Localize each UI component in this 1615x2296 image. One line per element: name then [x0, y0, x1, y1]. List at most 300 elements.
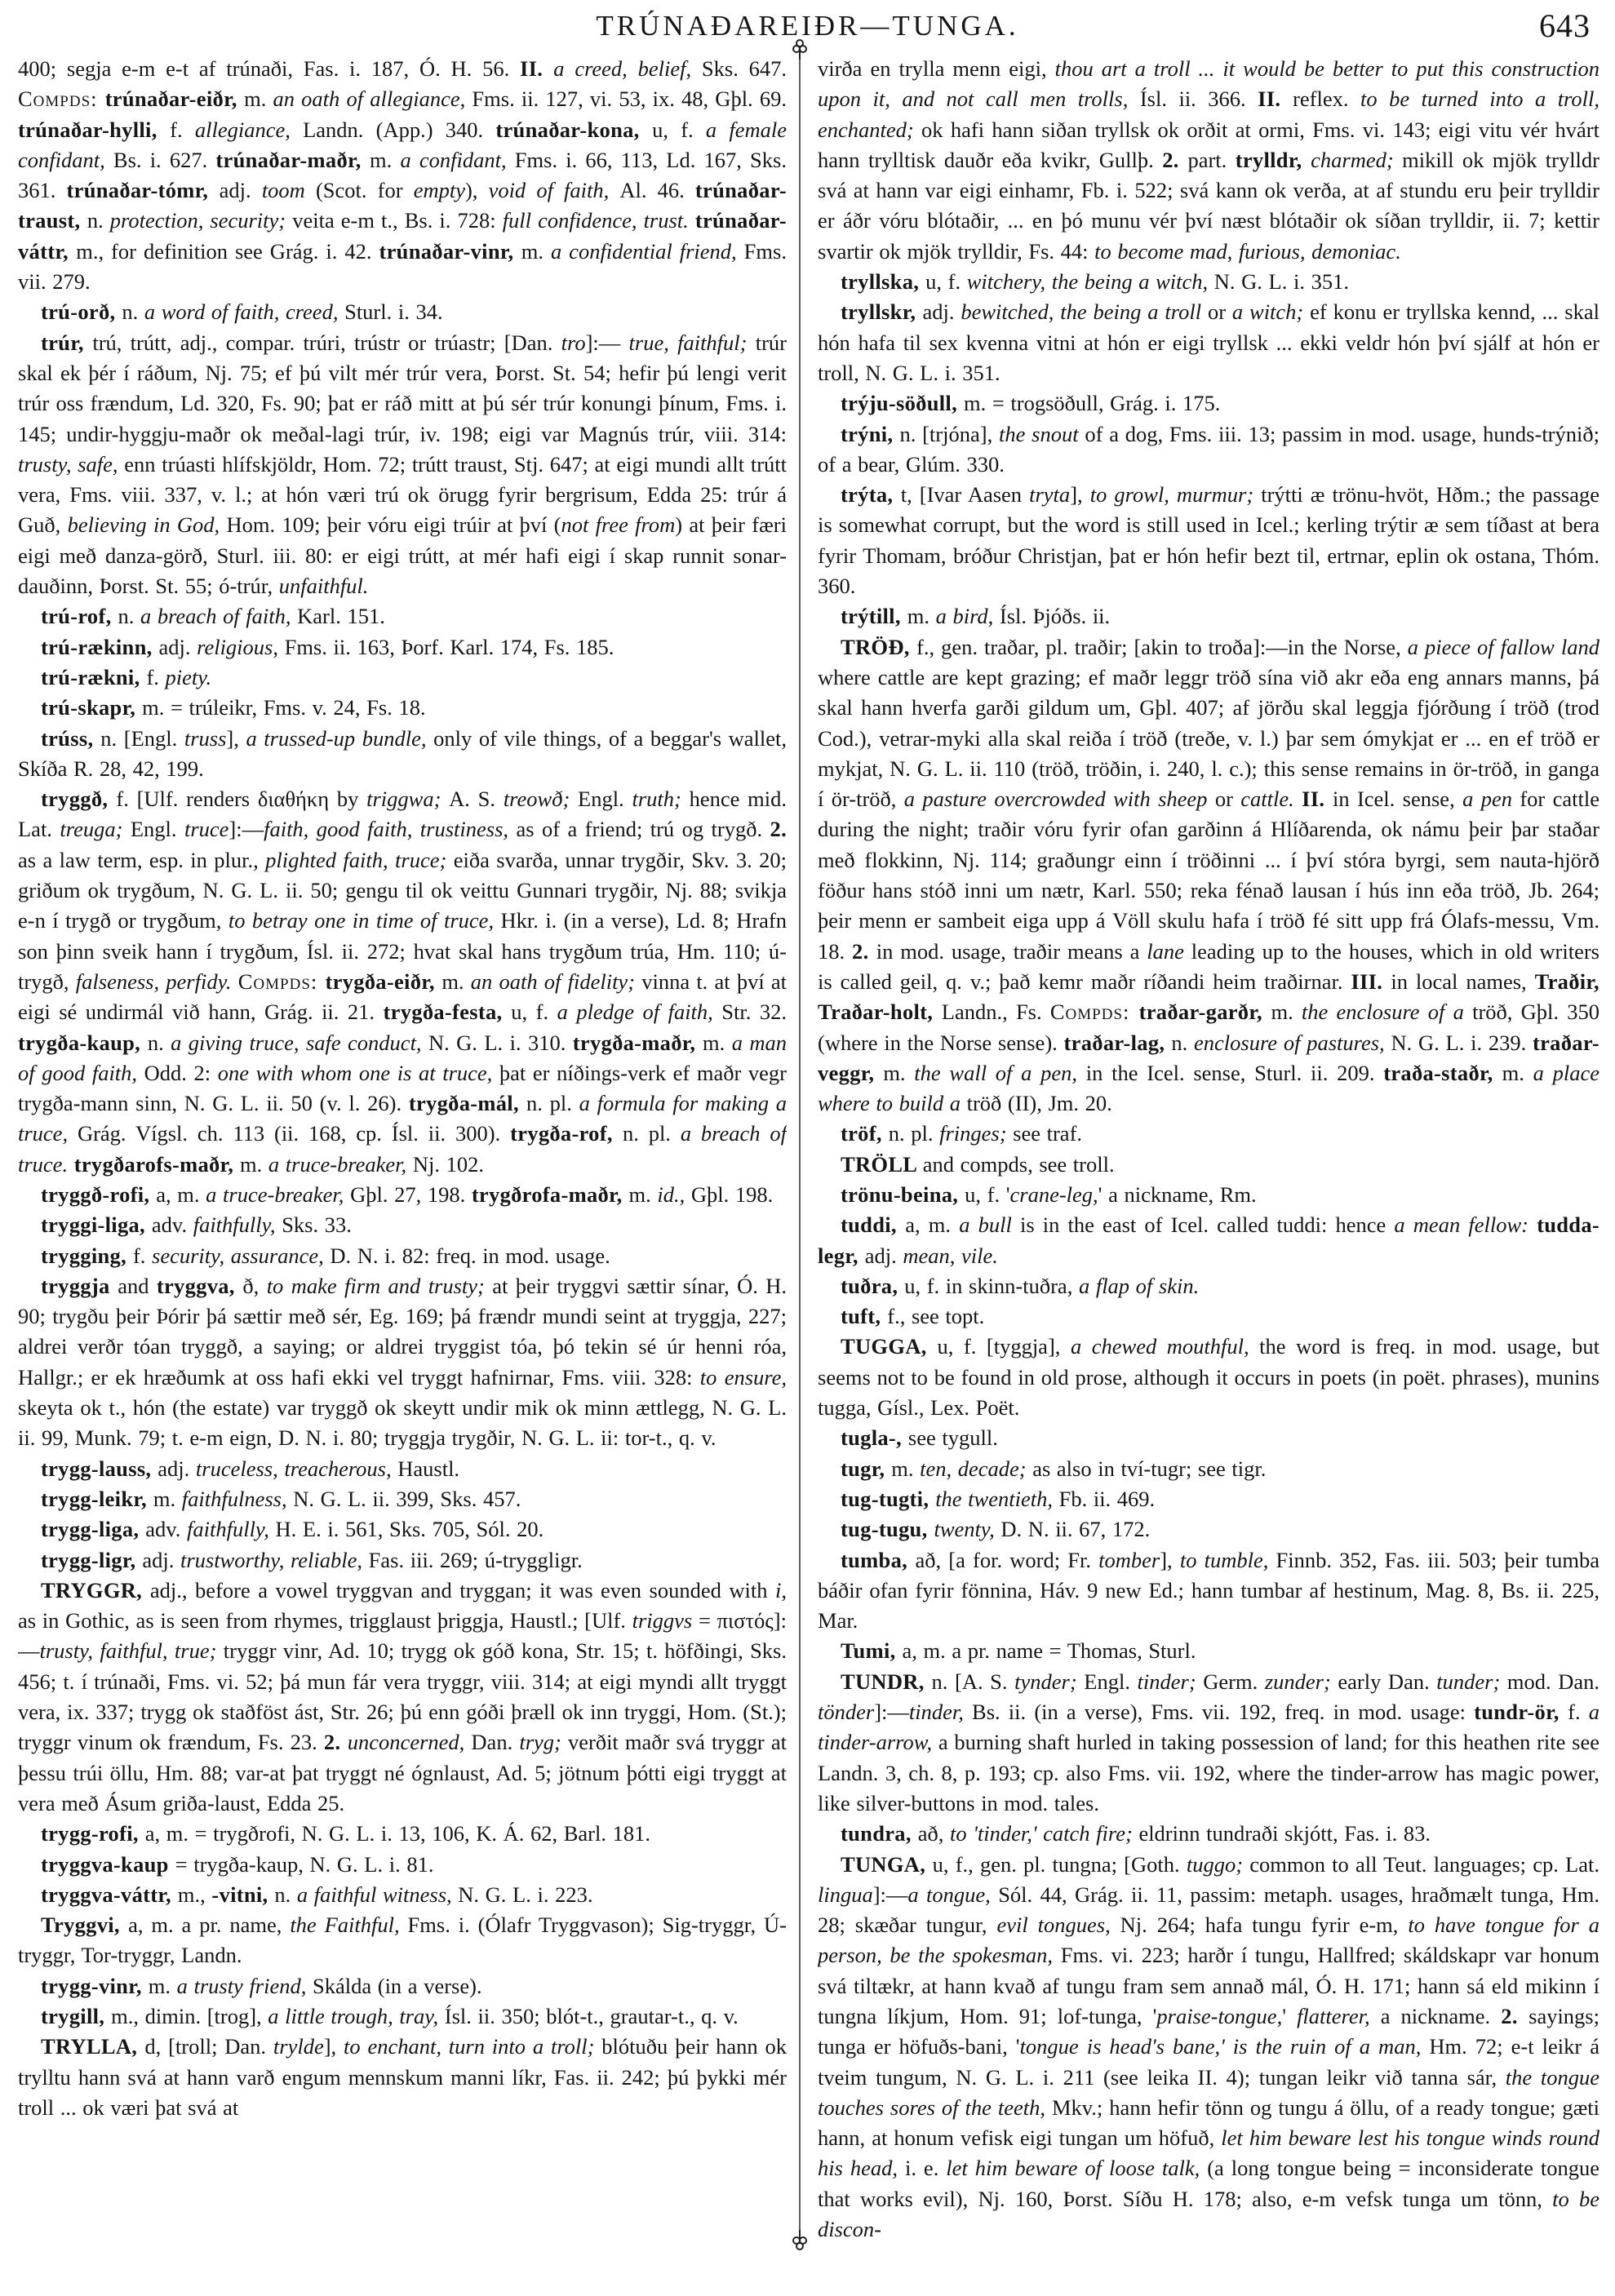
headword: trúnaðar-tómr, — [66, 178, 220, 203]
headword: Tumi, — [841, 1638, 903, 1664]
text-run: 400; segja e-m e-t af trúnaði, Fas. i. 187, Ó. H. 56. — [18, 56, 521, 81]
text-run: n. — [118, 604, 140, 629]
headword: tryggð-rofi, — [41, 1181, 157, 1207]
dictionary-entry — [18, 54, 787, 297]
text-run: ], — [1160, 1547, 1180, 1572]
gloss: a breach of faith, — [140, 604, 298, 629]
text-run: Fms. vii. 279. — [18, 238, 787, 295]
headword: trygg-leikr, — [41, 1486, 153, 1511]
gloss: truss — [184, 725, 227, 751]
text-run: Ísl. ii. 350; blót-t., grautar-t., q. v. — [444, 2004, 739, 2028]
gloss: a tongue, — [907, 1882, 999, 1907]
text-run: leading up to the houses, which in old writers is called geil, q. v.; það kemr maðr ríðandi heim traðirnar. — [818, 938, 1599, 994]
headword: tryggi-liga, — [41, 1212, 152, 1238]
text-run: u, f. ' — [965, 1181, 1010, 1207]
text-run: f. — [1568, 1700, 1589, 1725]
text-run: m. — [628, 1181, 658, 1207]
gloss: truceless, treacherous, — [195, 1456, 398, 1481]
headword: -vitni, — [211, 1882, 275, 1907]
headword: tuðra, — [841, 1273, 905, 1298]
dictionary-entry — [818, 297, 1599, 388]
gloss: a pasture overcrowded with sheep — [903, 787, 1215, 812]
gloss: a creed, belief, — [553, 56, 702, 81]
text-run: Fb. ii. 469. — [1058, 1486, 1156, 1511]
gloss: zunder; — [1264, 1669, 1338, 1694]
text-run: n. — [274, 1882, 297, 1907]
text-run: Ísl. Þjóðs. ii. — [999, 604, 1111, 629]
gloss: triggvs — [632, 1608, 699, 1633]
text-run: Grág. Vígsl. ch. 113 (ii. 168, cp. Ísl. ii. 300). — [77, 1121, 511, 1146]
text-run: Ísl. ii. 366. — [1139, 86, 1258, 112]
text-run: Sturl. i. 34. — [344, 299, 443, 325]
headword: trygg-vinr, — [41, 1973, 149, 1998]
gloss: tinder; — [1137, 1669, 1204, 1694]
text-run: Sks. 33. — [282, 1212, 352, 1238]
gloss: to 'tinder,' catch fire; — [949, 1821, 1139, 1846]
text-run: D. N. ii. 67, 172. — [1001, 1517, 1151, 1542]
gloss: a giving truce, safe conduct, — [171, 1030, 428, 1055]
text-run: mod. Dan. — [1506, 1669, 1599, 1694]
dictionary-entry — [818, 1454, 1599, 1484]
text-run: a, m. = trygðrofi, N. G. L. i. 13, 106, K. Á. 62, Barl. 181. — [144, 1821, 650, 1846]
headword: trygðrofa-maðr, — [471, 1181, 629, 1207]
headword: trýju-söðull, — [841, 391, 964, 416]
headword: tug-tugti, — [841, 1486, 936, 1511]
text-run: m. — [148, 1973, 177, 1998]
gloss: tynder; — [1014, 1669, 1085, 1694]
gloss: a tinder-arrow, — [818, 1700, 1599, 1755]
headword: III. — [1351, 968, 1391, 994]
text-run: u, f. [tyggja], — [937, 1334, 1071, 1359]
text-run: D. N. i. 82: freq. in mod. usage. — [330, 1243, 610, 1268]
text-run: N. G. L. i. 223. — [458, 1882, 593, 1907]
gloss: empty — [413, 178, 465, 203]
gloss: id., — [657, 1181, 691, 1207]
headword: tug-tugu, — [841, 1517, 934, 1542]
text-run: for cattle during the night; traðir vóru fyrir ofan garðinn á Hlíðarenda, ok námu þeir þar staðar með flokkinn, Nj. 114; graðungr einn í tröðinni ... í því stóra byrgi, sem nauta-hjörð föður hans stóð inni um nætr, Karl. 550; reka fénað lausan í hús inn eða tröð, Jb. 264; þeir menn er sambeit eiga upp á Völl skulu hafa í tröð fé sitt upp frá Ólafs-messu, Vm. 18. — [818, 787, 1599, 964]
text-run: n. — [122, 299, 144, 325]
text-run: m. — [521, 238, 551, 264]
dictionary-entry — [818, 1484, 1599, 1514]
text-run: adj. — [219, 178, 262, 203]
dictionary-entry — [818, 1850, 1599, 2245]
text-run: m. = trúleikr, Fms. v. 24, Fs. 18. — [142, 695, 426, 720]
text-run: u, f. — [925, 269, 967, 295]
text-run: blótuðu þeir hann ok trylltu hann svá at hann varð engum mennskum manni líkr, Fas. ii. 242; þú þykki mér troll ... ok væri þat svá at — [18, 2034, 787, 2120]
dictionary-entry — [818, 1180, 1599, 1210]
dictionary-entry — [18, 1514, 787, 1545]
gloss: cattle. — [1240, 787, 1302, 812]
gloss: to be turned into a troll, enchanted; — [818, 86, 1599, 142]
headword: II. — [1258, 86, 1293, 112]
gloss: to have tongue for a person, be the spokesman, — [818, 1913, 1599, 1968]
dictionary-entry — [18, 693, 787, 723]
text-run: ]:— — [585, 330, 629, 355]
dictionary-entry — [818, 1150, 1599, 1180]
text-run: or — [1207, 299, 1232, 325]
dictionary-entry — [18, 1454, 787, 1484]
gloss: falseness, perfidy. — [75, 968, 238, 994]
text-run: Odd. 2: — [144, 1060, 218, 1085]
headword: tuddi, — [841, 1212, 906, 1238]
text-run: n. — [147, 1030, 171, 1055]
text-run: Nj. 102. — [412, 1151, 484, 1177]
headword: trú-rækni, — [41, 664, 147, 689]
dictionary-entry — [18, 632, 787, 663]
running-head: TRÚNAÐAREIÐR—TUNGA. — [596, 10, 1019, 42]
text-run: f., see topt. — [887, 1304, 985, 1329]
gloss: unfaithful. — [278, 574, 369, 599]
compds-label: Compds: — [18, 86, 105, 112]
headword: 2. — [1162, 147, 1188, 172]
headword: TUNGA, — [841, 1851, 933, 1877]
gloss: tunder; — [1436, 1669, 1507, 1694]
text-run: f. — [132, 1243, 153, 1268]
headword: TRYLLA, — [41, 2034, 145, 2059]
gloss: trusty, faithful, true; — [39, 1638, 224, 1664]
text-run: in Icel. sense, — [1332, 787, 1463, 812]
text-run: a burning shaft hurled in taking possession of land; for this heathen rite see Landn. 3, ch. 8, p. 193; cp. also Fms. vii. 192, where the tinder-arrow has magic power, like silver-buttons in mod. tales. — [818, 1730, 1599, 1815]
text-run: in mod. usage, traðir means a — [876, 938, 1147, 964]
text-run: f. — [170, 117, 195, 142]
gloss: trylde — [273, 2034, 324, 2059]
gloss: the Faithful, — [290, 1913, 408, 1938]
headword: trygging, — [41, 1243, 133, 1268]
text-run: Finnb. 352, Fas. iii. 503; þeir tumba báðir ofan fyrir fönnina, Háv. 9 new Ed.; hann tumbar af hestinum, Mag. 8, Bs. ii. 225, Mar. — [818, 1547, 1599, 1633]
headword: trygða-festa, — [383, 1000, 512, 1025]
text-run: m. — [441, 968, 471, 994]
text-run: Engl. — [130, 817, 184, 842]
dictionary-entry — [818, 267, 1599, 297]
text-run: m. — [370, 147, 401, 172]
gloss: truce — [184, 817, 229, 842]
headword: trúnaðar-vinr, — [379, 238, 521, 264]
text-run: as of a friend; trú og trygð. — [516, 817, 770, 842]
text-run: n. — [1171, 1030, 1195, 1055]
headword: trú-orð, — [41, 299, 122, 325]
gloss: trusty, safe, — [18, 451, 125, 476]
text-run: ]:— — [874, 1700, 909, 1725]
text-run: m. — [883, 1060, 915, 1085]
text-run: adj. — [158, 634, 197, 659]
gloss: a pledge of faith, — [557, 1000, 722, 1025]
gloss: to make firm and trusty; — [266, 1273, 493, 1298]
text-run: ð, — [242, 1273, 267, 1298]
text-run: u, f. — [652, 117, 706, 142]
gloss: religious, — [197, 634, 285, 659]
text-run: Fms. i. (Ólafr Tryggvason); Sig-tryggr, Ú-tryggr, Tor-tryggr, Landn. — [18, 1913, 787, 1968]
headword: 2. — [1501, 2004, 1529, 2028]
text-run: skeyta ok t., hón (the estate) var tryggð ok skeytt undir mik ok minn ættlegg, N. G. L. ii. 99, Munk. 79; t. e-m eign, D. N. i. 80; tryggja trygðir, N. G. L. ii: tor-t., q. v. — [18, 1395, 787, 1451]
text-run: a, m. — [905, 1212, 960, 1238]
gloss: full confidence, trust. — [502, 208, 695, 233]
text-run: ef konu er tryllska kennd, ... skal hón hafa til sex kvenna vitni at hón er eigi tryllsk ... ekki veldr hón því sjálf at hón er troll, N. G. L. i. 351. — [818, 299, 1599, 385]
headword: tugla-, — [841, 1425, 908, 1451]
dictionary-entry — [818, 601, 1599, 632]
headword: 2. — [852, 938, 876, 964]
gloss: a breach of truce. — [18, 1121, 787, 1177]
headword: TRYGGR, — [41, 1577, 150, 1602]
text-run: adv. — [145, 1517, 188, 1542]
headword: 2. — [323, 1730, 348, 1755]
text-run: m. — [244, 86, 273, 112]
gloss: tryg; — [519, 1730, 568, 1755]
dictionary-entry — [818, 1819, 1599, 1849]
headword: TUNDR, — [841, 1669, 932, 1694]
text-run: eldrinn tundraði skjótt, Fas. i. 83. — [1138, 1821, 1431, 1846]
text-run: ) at þeir færi eigi með danza-görð, Sturl. iii. 80: er eigi trútt, at mér hafi eigi í skap runnit sonar-dauðinn, Þorst. St. 55; ó-trúr, — [18, 512, 787, 599]
text-run: Karl. 151. — [297, 604, 385, 629]
gloss: allegiance, — [194, 117, 304, 142]
gloss: a witch; — [1231, 299, 1311, 325]
text-run: at þeir tryggvi sættir sínar, Ó. H. 90; trygðu þeir Þórir þá sættir með sér, Eg. 169; þá frændr mundi seint at tryggja, 227; aldrei verðr tóan tryggð, a saying; or aldrei tryggist tóa, þó tekin sé úr henni róa, Hallgr.; er ek hræðumk at oss hafi ekki vel tryggt hafnirnar, Fms. viii. 328: — [18, 1273, 787, 1390]
gloss: to be discon- — [818, 2186, 1599, 2242]
dictionary-entry — [818, 419, 1599, 481]
gloss: a little trough, tray, — [268, 2004, 445, 2028]
text-run: ], — [226, 725, 246, 751]
text-run: Dan. — [471, 1730, 520, 1755]
text-run: or — [1214, 787, 1241, 812]
text-run: m., for definition see Grág. i. 42. — [76, 238, 379, 264]
headword: trú-rof, — [41, 604, 118, 629]
gloss: let him beware of loose talk, — [946, 2156, 1208, 2181]
text-run: Al. 46. — [619, 178, 695, 203]
headword: trönu-beina, — [841, 1181, 965, 1207]
headword: trúr, — [41, 330, 93, 355]
gloss: unconcerned, — [347, 1730, 472, 1755]
text-run: ]:— — [228, 817, 264, 842]
dictionary-entry — [18, 1545, 787, 1576]
text-run: where cattle are kept grazing; ef maðr leggr tröð sína við akr eða eng annars manns, þá skal hann hverfa garði gildum um, Gþl. 407; af jörðu skal leggja fjórðung í tröð (trod Cod.), vetrar-myki alla skal reiða í tröð (treðe, v. l.) þar sem ómykjat er ... en ef tröð er mykjat, N. G. L. ii. 110 (tröð, tröðin, i. 240, l. c.); this sense remains in ör-tröð, in ganga í ör-tröð, — [818, 664, 1599, 812]
text-run: see tygull. — [907, 1425, 998, 1451]
text-run: hence mid. Lat. — [18, 787, 787, 842]
text-run: t, [Ivar Aasen — [900, 482, 1030, 508]
gloss: let him beware lest his tongue winds round his head, — [818, 2125, 1599, 2181]
text-run: Fms. ii. 127, vi. 53, ix. 48, Gþl. 69. — [472, 86, 787, 112]
headword: tryllskr, — [841, 299, 923, 325]
headword: tuft, — [841, 1304, 888, 1329]
headword: trygg-rofi, — [41, 1821, 145, 1846]
gloss: i, — [775, 1577, 787, 1602]
text-run: as in Gothic, as is seen from rhymes, trigglaust þriggja, Haustl.; [Ulf. — [18, 1608, 632, 1633]
text-run: Haustl. — [397, 1456, 460, 1481]
text-run: N. G. L. i. 239. — [1391, 1030, 1533, 1055]
page-number: 643 — [1539, 7, 1591, 44]
gloss: a word of faith, creed, — [144, 299, 345, 325]
gloss: witchery, the being a witch, — [966, 269, 1214, 295]
gloss: the wall of a pen, — [914, 1060, 1086, 1085]
text-run: Hom. 109; þeir vóru eigi trúir at því ( — [226, 512, 561, 538]
text-run: m. — [907, 604, 936, 629]
headword: trú-skapr, — [41, 695, 143, 720]
gloss: the snout — [998, 421, 1085, 446]
text-run: adj., before a vowel tryggvan and tryggan; it was even sounded with — [149, 1577, 776, 1602]
headword: II. — [1302, 787, 1333, 812]
text-run: Str. 32. — [721, 1000, 787, 1025]
headword: tudda-legr, — [818, 1212, 1599, 1268]
text-run: m. — [1271, 1000, 1302, 1025]
gloss: flatterer, — [1297, 2004, 1381, 2028]
gloss: a bird, — [935, 604, 1000, 629]
headword: trylldr, — [1235, 147, 1311, 172]
dictionary-entry — [818, 1514, 1599, 1545]
compds-label: Compds: — [1049, 1000, 1139, 1025]
gloss: treuga; — [60, 817, 131, 842]
headword: trygill, — [41, 2004, 112, 2028]
headword: trúss, — [41, 725, 101, 751]
headword: trúnaðar-kona, — [495, 117, 653, 142]
text-run: f., gen. traðar, pl. traðir; [akin to troða]:—in the Norse, — [916, 634, 1408, 659]
text-run: adj. — [142, 1547, 180, 1572]
text-run: m. — [153, 1486, 182, 1511]
text-run: a nickname. — [1380, 2004, 1502, 2028]
text-run: Mkv.; hann hefir tönn og tungu á öllu, of a ready tongue; gæti hann, at honum vefisk eigi tungan um höfuð, — [818, 2094, 1599, 2151]
gloss: a truce-breaker, — [206, 1181, 351, 1207]
dictionary-entry — [818, 54, 1599, 267]
gloss: faithfully, — [187, 1517, 276, 1542]
dictionary-entry — [18, 1910, 787, 1971]
gloss: to enchant, turn into a troll; — [344, 2034, 602, 2059]
headword: tryggva-váttr, — [41, 1882, 178, 1907]
text-run: early Dan. — [1338, 1669, 1437, 1694]
gloss: to growl, murmur; — [1089, 482, 1262, 508]
gloss: to become mad, furious, demoniac. — [1094, 238, 1401, 264]
gloss: plighted faith, truce; — [265, 847, 454, 872]
text-run: reflex. — [1293, 86, 1360, 112]
headword: TRÖLL — [841, 1151, 923, 1177]
text-run: Skálda (in a verse). — [313, 1973, 482, 1998]
text-run: adj. — [864, 1243, 903, 1268]
text-run: Sks. 647. — [701, 56, 787, 81]
gloss: a place where to build a — [818, 1060, 1599, 1116]
headword: trygg-ligr, — [41, 1547, 143, 1572]
gloss: faith, good faith, trustiness, — [264, 817, 517, 842]
dictionary-entry — [18, 784, 787, 1180]
dictionary-entry — [818, 1271, 1599, 1301]
text-run: = πιστός]:— — [18, 1608, 787, 1664]
headword: trygða-kaup, — [18, 1030, 148, 1055]
gloss: true, faithful; — [628, 330, 756, 355]
text-run: Fas. iii. 269; ú-tryggligr. — [368, 1547, 583, 1572]
headword: trygðarofs-maðr, — [73, 1151, 241, 1177]
gloss: charmed; — [1311, 147, 1403, 172]
dictionary-entry — [18, 1271, 787, 1454]
gloss: not free from — [561, 512, 676, 538]
text-run: vinna t. at því at eigi sé undirmál við hann, Grág. ii. 21. — [18, 968, 787, 1025]
text-run: ), — [464, 178, 489, 203]
dictionary-entry — [18, 1850, 787, 1880]
text-run: trú, trútt, adj., compar. trúri, trústr or trúastr; [Dan. — [92, 330, 561, 355]
gloss: trustworthy, reliable, — [180, 1547, 369, 1572]
text-run: tröð (II), Jm. 20. — [966, 1091, 1112, 1116]
text-run: trúr skal ek þér í ráðum, Nj. 75; ef þú vilt mér trúr vera, Þorst. St. 54; hefir þú lengi verit trúr oss frændum, Ld. 320, Fs. 90; þat er ráð mitt at þú sér trúr konungi þínum, Fms. i. 145; undir-hyggju-maðr ok meðal-lagi trúr, iv. 198; eigi var Magnús trúr, viii. 314: — [18, 330, 787, 446]
gloss: evil tongues, — [996, 1913, 1120, 1938]
dictionary-entry — [18, 297, 787, 327]
headword: trýtill, — [841, 604, 907, 629]
gloss: a flap of skin. — [1078, 1273, 1200, 1298]
gloss: toom — [261, 178, 316, 203]
text-run: ]:— — [872, 1882, 908, 1907]
text-run: þat er níðings-verk ef maðr vegr trygða-mann sinn, N. G. L. ii. 50 (v. l. 26). — [18, 1060, 787, 1116]
dictionary-entry — [818, 1423, 1599, 1453]
gloss: ten, decade; — [920, 1456, 1033, 1481]
headword: trúnaðar-hylli, — [18, 117, 171, 142]
gloss: faithfully, — [193, 1212, 282, 1238]
text-run: n. [A. S. — [931, 1669, 1015, 1694]
text-columns — [18, 54, 1599, 2283]
headword: trúnaðar-váttr, — [18, 208, 787, 264]
text-run: Nj. 264; hafa tungu fyrir e-m, — [1120, 1913, 1409, 1938]
headword: 2. — [770, 817, 787, 842]
gloss: an oath of fidelity; — [470, 968, 642, 994]
headword: tröf, — [841, 1121, 889, 1146]
dictionary-entry — [18, 663, 787, 693]
text-run: Bs. ii. (in a verse), Fms. vii. 192, freq. in mod. usage: — [972, 1700, 1475, 1725]
gloss: treowð; — [503, 787, 579, 812]
headword: traða-staðr, — [1383, 1060, 1502, 1085]
compds-label: Compds: — [237, 968, 326, 994]
dictionary-entry — [818, 632, 1599, 1119]
gloss: tongue is head's bane,' is the ruin of a man, — [1019, 2034, 1430, 2059]
gloss: tro — [561, 330, 586, 355]
text-run: N. G. L. i. 351. — [1213, 269, 1349, 295]
gloss: the tongue touches sores of the teeth, — [818, 2064, 1599, 2120]
headword: traðar-veggr, — [818, 1030, 1599, 1085]
gloss: the twentieth, — [935, 1486, 1059, 1511]
text-run: m. — [703, 1030, 732, 1055]
headword: traðar-lag, — [1063, 1030, 1172, 1055]
headword: trúnaðar-traust, — [18, 178, 787, 233]
text-run: sayings; tunga er höfuðs-bani, ' — [818, 2004, 1599, 2059]
gloss: protection, security; — [109, 208, 293, 233]
text-run: n. pl. — [622, 1121, 681, 1146]
dictionary-entry — [818, 388, 1599, 419]
text-run: adj. — [922, 299, 961, 325]
gloss: to tumble, — [1179, 1547, 1276, 1572]
gloss: praise-tongue, — [1156, 2004, 1283, 2028]
gloss: a truce-breaker, — [268, 1151, 413, 1177]
gloss: a piece of fallow land — [1407, 634, 1599, 659]
gloss: believing in God, — [67, 512, 227, 538]
text-run: f. [Ulf. renders διαθήκη by — [116, 787, 367, 812]
gloss: tomber — [1098, 1547, 1160, 1572]
text-run: and compds, see troll. — [922, 1151, 1115, 1177]
text-run: virða en trylla menn eigi, — [818, 56, 1055, 81]
text-run: a, m. a pr. name = Thomas, Sturl. — [902, 1638, 1196, 1664]
headword: tryggja — [41, 1273, 118, 1298]
text-run: in the Icel. sense, Sturl. ii. 209. — [1085, 1060, 1384, 1085]
gloss: tuggo; — [1186, 1851, 1250, 1877]
headword: trýni, — [841, 421, 900, 446]
gloss: piety. — [165, 664, 212, 689]
text-run: að, — [917, 1821, 950, 1846]
headword: trygða-rof, — [510, 1121, 623, 1146]
text-run: n. [trjóna], — [899, 421, 999, 446]
gloss: truth; — [632, 787, 690, 812]
text-run: Fms. i. 66, 113, Ld. 167, Sks. 361. — [18, 147, 787, 203]
text-run: H. E. i. 561, Sks. 705, Sól. 20. — [275, 1517, 544, 1542]
headword: trygða-mál, — [408, 1091, 526, 1116]
text-run: common to all Teut. languages; cp. Lat. — [1249, 1851, 1599, 1877]
text-run: f. — [146, 664, 166, 689]
text-run: Hkr. i. (in a verse), Ld. 8; Hrafn son þinn sveik hann í trygðum, Ísl. ii. 272; hvat skal hans trygðum trúa, Hm. 110; ú-trygð, — [18, 908, 787, 994]
headword: traðar-garðr, — [1138, 1000, 1271, 1025]
gloss: a formula for making a truce, — [18, 1091, 787, 1146]
headword: II. — [520, 56, 554, 81]
dictionary-entry — [818, 1332, 1599, 1423]
text-run: tröð, Gþl. 350 (where in the Norse sense). — [818, 1000, 1599, 1055]
dictionary-entry — [18, 1484, 787, 1514]
